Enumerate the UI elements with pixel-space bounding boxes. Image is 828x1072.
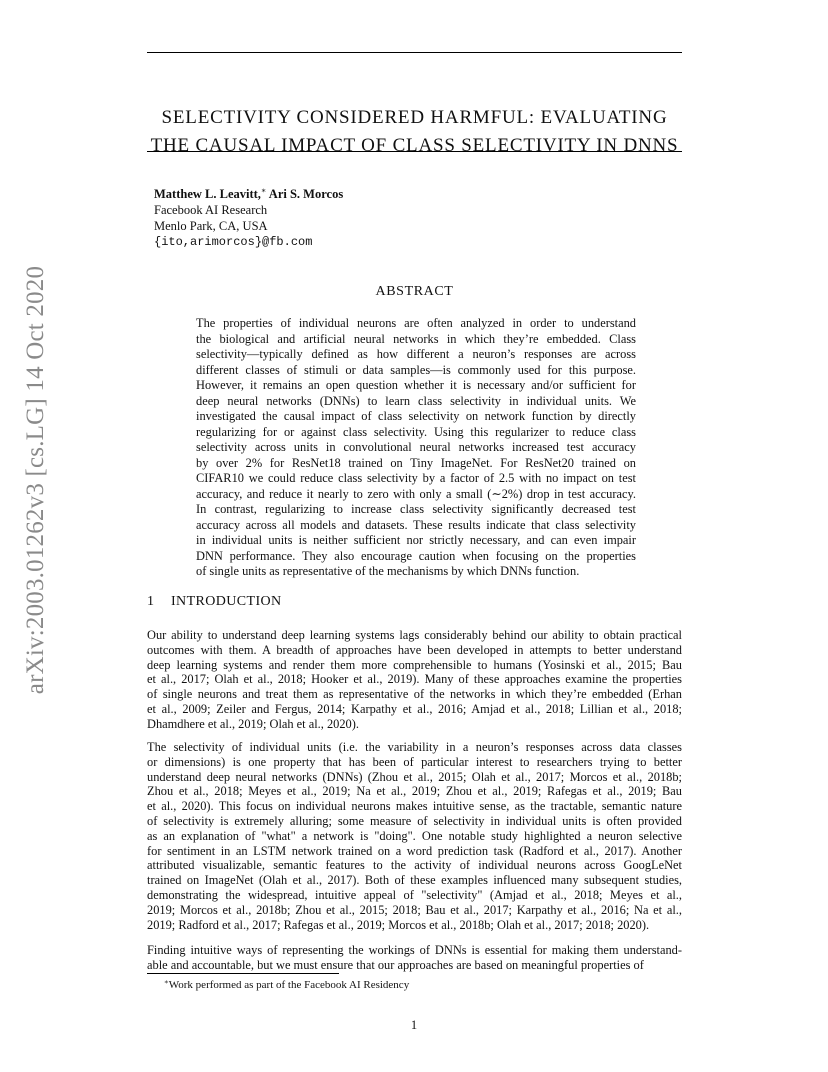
author-email: {ito,arimorcos}@fb.com (154, 235, 313, 249)
paragraph-2-line: trained on ImageNet (Olah et al., 2017). Both of these examples influenced many subsequent studies, (147, 873, 682, 888)
affiliation: Facebook AI Research (154, 203, 268, 217)
abstract-line: accuracy, and reduce it nearly to zero with only a small (∼2%) drop in test accuracy. (196, 486, 636, 501)
paragraph-2-line: or dimensions) is one property that has been of particular interest to researchers trying to better (147, 754, 682, 769)
abstract-line: The properties of individual neurons are often analyzed in order to understand (196, 316, 636, 330)
intro-paragraph-2 (147, 740, 682, 932)
paragraph-2-line: 2019; Morcos et al., 2018b; Zhou et al., 2015; 2018; Bau et al., 2017; Karpathy et al., 2016; Na et al., (147, 902, 682, 917)
footnote-mark: ∗ (260, 186, 267, 195)
paragraph-1-line: of single neurons and treat them as representative of the networks in which they’re embedded (Erhan (147, 687, 682, 702)
paragraph-2-line: understand deep neural networks (DNNs) (Zhou et al., 2015; Olah et al., 2017; Morcos et al., 2018b; (147, 769, 682, 784)
abstract-line: selectivity—typically defined as how different a neuron’s responses are across (196, 347, 636, 361)
location: Menlo Park, CA, USA (154, 219, 268, 233)
paragraph-3-line: able and accountable, but we must ensure that our approaches are based on meaningful properties of (147, 957, 644, 972)
paragraph-2-line: Zhou et al., 2018; Meyes et al., 2019; Na et al., 2019; Zhou et al., 2019; Rafegas et al., 2019; Bau (147, 784, 682, 799)
abstract-line: investigated the causal impact of class selectivity on network function by directly (196, 409, 636, 423)
abstract-line: selectivity across units in convolutional neural networks increased test accuracy (196, 440, 636, 454)
abstract-line: DNN performance. They also encourage caution when focusing on the properties (196, 548, 636, 563)
section-heading (147, 594, 282, 610)
paragraph-2-line: demonstrating the widespread, intuitive appeal of "selectivity" (Amjad et al., 2018; Meyes et al., (147, 887, 682, 902)
paragraph-2-line: 2019; Radford et al., 2017; Rafegas et al., 2019; Morcos et al., 2018b; Olah et al., 2017; 2018; 2020). (147, 917, 650, 932)
paper-title-line-2: THE CAUSAL IMPACT OF CLASS SELECTIVITY IN DNNS (150, 135, 679, 156)
paper-title-line-1: SELECTIVITY CONSIDERED HARMFUL: EVALUATING (161, 107, 668, 128)
abstract-line: CIFAR10 we could reduce class selectivity by a factor of 2.5 with no impact on test (196, 471, 636, 485)
intro-paragraph-1 (147, 628, 682, 732)
abstract-line: accuracy across all models and datasets. These results indicate that class selectivity (196, 517, 636, 532)
paragraph-1-line: outcomes with them. A breadth of approaches have been developed in attempts to better understand (147, 642, 682, 657)
footnote-rule (147, 973, 339, 974)
paragraph-1-line: Our ability to understand deep learning systems lags considerably behind our ability to obtain practical (147, 628, 682, 642)
arxiv-stamp: arXiv:2003.01262v3 [cs.LG] 14 Oct 2020 (22, 265, 49, 695)
author-names (154, 183, 343, 202)
paragraph-1-line: et al., 2009; Zeiler and Fergus, 2014; Karpathy et al., 2016; Amjad et al., 2018; Lillian et al., 2018; (147, 701, 682, 716)
abstract-line: However, it remains an open question whether it is necessary and/or sufficient for (196, 378, 636, 392)
author-1: Matthew L. Leavitt, (154, 187, 261, 201)
author-block (154, 183, 343, 250)
abstract-line: by over 2% for ResNet18 trained on Tiny ImageNet. For ResNet20 trained on (196, 455, 636, 470)
abstract-text (196, 316, 636, 580)
abstract-heading: ABSTRACT (375, 284, 454, 299)
paragraph-2-line: as an explanation of "what" a network is "doing". One notable study highlighted a neuron selective (147, 828, 682, 843)
paragraph-2-line: for sentiment in an LSTM network trained on a word prediction task (Radford et al., 2017). Another (147, 843, 682, 858)
paragraph-1-line: deep learning systems and render them more comprehensible to humans (Yosinski et al., 2015; Bau (147, 657, 682, 672)
abstract-line: the biological and artificial neural networks in which they’re embedded. Class (196, 331, 636, 346)
page-number: 1 (410, 1018, 418, 1032)
title-rule-top (147, 52, 682, 53)
paragraph-3-line: Finding intuitive ways of representing the workings of DNNs is essential for making them understand- (147, 943, 682, 957)
author-2: Ari S. Morcos (266, 187, 344, 201)
abstract-line: in individual units is neither sufficient nor strictly necessary, and can even impair (196, 533, 636, 547)
paragraph-2-line: The selectivity of individual units (i.e. the variability in a neuron’s responses across data classes (147, 740, 682, 754)
paragraph-2-line: attributed visualizable, semantic features to the activity of individual neurons across GoogLeNet (147, 858, 682, 873)
footnote-symbol: ∗ (164, 978, 169, 986)
section-title: INTRODUCTION (171, 594, 282, 609)
paragraph-1-line: Dhamdhere et al., 2019; Olah et al., 2020). (147, 716, 359, 731)
paragraph-2-line: of selectivity is extremely alluring; some measure of selectivity in individual units is often provided (147, 813, 682, 828)
abstract-line: different classes of stimuli or data samples—is commonly used for this purpose. (196, 362, 636, 377)
footnote-text: Work performed as part of the Facebook AI Residency (168, 979, 410, 991)
abstract-line: regularizing for or against class selectivity. Using this regularizer to reduce class (196, 424, 636, 439)
paragraph-2-line: et al., 2020). This focus on individual neurons makes intuitive sense, as the tractable, semantic nature (147, 799, 682, 814)
abstract-line: deep neural networks (DNNs) to learn class selectivity in individual units. We (196, 393, 636, 408)
abstract-line: of single units as representative of the mechanisms by which DNNs function. (196, 564, 580, 578)
paragraph-1-line: et al., 2017; Olah et al., 2018; Hooker et al., 2019). Many of these approaches examine the properties (147, 672, 682, 687)
section-number: 1 (147, 594, 155, 609)
footnote (164, 978, 409, 991)
abstract-line: In contrast, regularizing to increase class selectivity significantly decreased test (196, 502, 636, 516)
intro-paragraph-3 (147, 943, 682, 973)
